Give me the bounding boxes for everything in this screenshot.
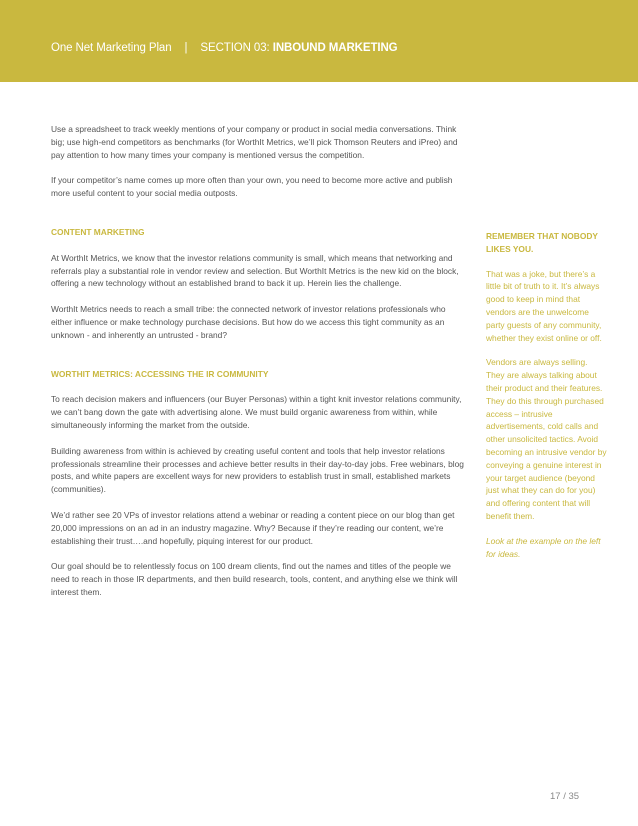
content-marketing-paragraph-1: At WorthIt Metrics, we know that the investor relations community is small, which means that networking and referrals play a substantial role in vendor review and selection. But WorthIt Metrics is the new kid on the block, offering a new technology without an established brand to back it up. Herein lies the challenge. (51, 252, 459, 289)
content-marketing-heading: CONTENT MARKETING (51, 226, 145, 237)
sidebar-callout (486, 230, 608, 572)
ir-paragraph-3: We’d rather see 20 VPs of investor relations attend a webinar or reading a content piece on our blog than get 20,000 impressions on an ad in an industry magazine. Why? Because if they’re reading our content, we’re establishing their trust….and hopefully, piquing interest for our product. (51, 509, 455, 546)
intro-paragraph-2: If your competitor’s name comes up more often than your own, you need to become more active and publish more useful content to your social media outposts. (51, 175, 453, 199)
ir-community-heading: WORTHIT METRICS: ACCESSING THE IR COMMUNITY (51, 368, 269, 379)
ir-paragraph-4: Our goal should be to relentlessly focus on 100 dream clients, find out the names and titles of the people we need to reach in those IR departments, and then build research, tools, content, and anything else we think will interest them. (51, 561, 458, 597)
sidebar-paragraph-1: That was a joke, but there’s a little bit of truth to it. It’s always good to keep in mind that vendors are the unwelcome party guests of any community, whether they exist online or off. (486, 268, 602, 343)
main-content (51, 123, 467, 612)
plan-title: One Net Marketing Plan (51, 42, 172, 54)
content-marketing-paragraph-2: WorthIt Metrics needs to reach a small tribe: the connected network of investor relations professionals who either influence or make technology purchase decisions. But how do we access this tight community as an unknown - and inherently an untrusted - brand? (51, 304, 446, 340)
sidebar-heading: REMEMBER THAT NOBODY LIKES YOU. (486, 231, 598, 254)
section-title: INBOUND MARKETING (272, 42, 398, 54)
sidebar-paragraph-2: Vendors are always selling. They are always talking about their product and their features. They do this through purchased access – intrusive advertisements, cold calls and other unsolicited tactics. Avoid becoming an intrusive vendor by conveying a genuine interest in your target audience (beyond just what they can do for you) and offering content that will benefit them. (486, 357, 607, 521)
section-prefix: SECTION 03: (200, 42, 270, 54)
page-number: 17 / 35 (550, 791, 580, 802)
header-title (51, 42, 398, 54)
ir-paragraph-2: Building awareness from within is achieved by creating useful content and tools that help investor relations professionals streamline their processes and achieve better results in their day-to-day jobs. Free webinars, blog posts, and white papers are excellent ways for new providers to establish trust in small, established markets (communities). (51, 445, 464, 495)
header-separator: | (184, 42, 188, 54)
page-header (0, 0, 638, 82)
intro-paragraph-1: Use a spreadsheet to track weekly mentions of your company or product in social media conversations. Think big; use high-end competitors as benchmarks (for WorthIt Metrics, we’ll pick Thomson Reuters and iPreo) and pay attention to how many times your company is mentioned versus the competition. (51, 124, 458, 160)
ir-paragraph-1: To reach decision makers and influencers (our Buyer Personas) within a tight knit investor relations community, we can’t bang down the gate with advertising alone. We must build organic awareness from within, while simultaneously informing the market from the outside. (51, 394, 462, 430)
sidebar-note: Look at the example on the left for ideas. (486, 535, 601, 559)
